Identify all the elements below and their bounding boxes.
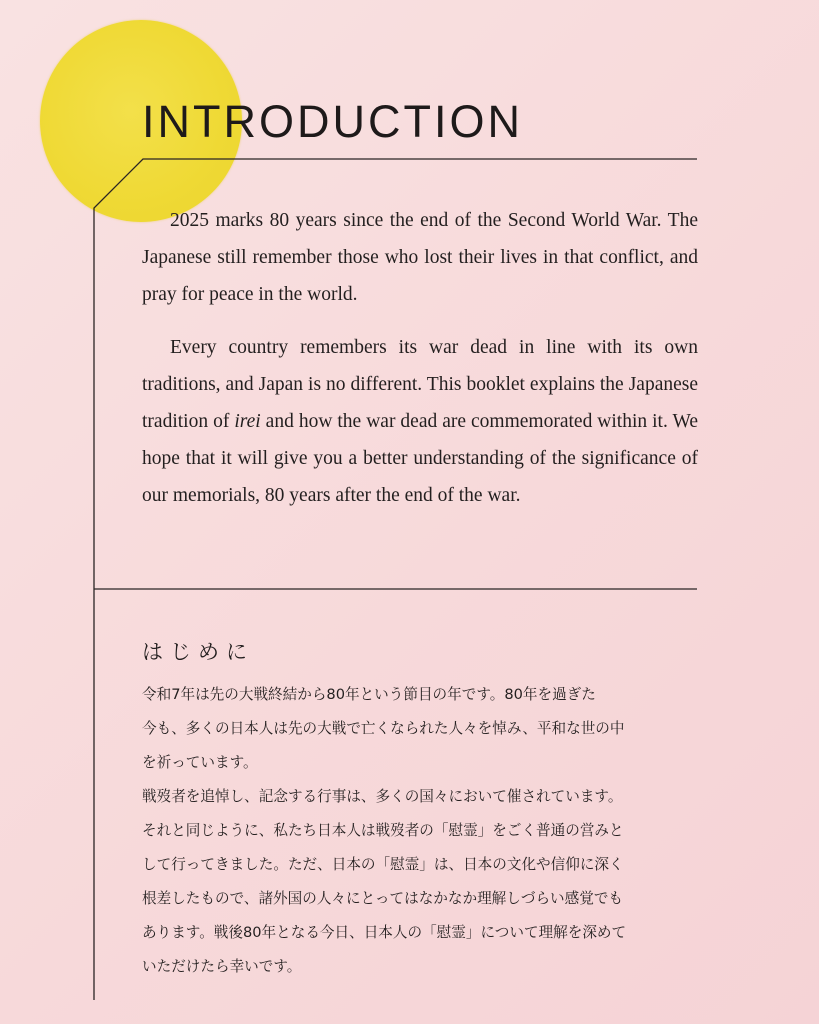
japanese-line: それと同じように、私たち日本人は戦歿者の「慰霊」をごく普通の営みと [142,822,624,839]
english-paragraph-2-end: and how the war dead are commemorated within it. We hope that it will give you a better understanding of the significance of our memorials, 80 years after the end of the war. [142,411,698,506]
japanese-line: あります。戦後80年となる今日、日本人の「慰霊」について理解を深めて [142,924,627,941]
english-paragraph-1: 2025 marks 80 years since the end of the Second World War. The Japanese still remember those who lost their lives in that conflict, and pray for peace in the world. [142,210,698,305]
japanese-line: 令和7年は先の大戦終結から80年という節目の年です。80年を過ぎた [142,686,596,703]
japanese-title: はじめに [142,640,254,664]
japanese-line: して行ってきました。ただ、日本の「慰霊」は、日本の文化や信仰に深く [142,856,624,873]
japanese-line: いただけたら幸いです。 [142,958,302,975]
japanese-line: 今も、多くの日本人は先の大戦で亡くなられた人々を悼み、平和な世の中 [142,720,625,737]
irei-term: irei [234,411,261,432]
english-paragraph-2 [142,329,698,514]
page-title: INTRODUCTION [142,96,523,147]
japanese-line: 根差したもので、諸外国の人々にとってはなかなか理解しづらい感覚でも [142,890,624,907]
japanese-line: を祈っています。 [142,754,258,771]
japanese-intro [142,678,702,984]
japanese-line: 戦歿者を追悼し、記念する行事は、多くの国々において催されています。 [142,788,623,805]
english-paragraph-2-start: Every country remembers its war dead in line with its own traditions, and Japan is no different. This booklet explains the Japanese tradition of [142,337,698,432]
english-intro [142,202,698,514]
